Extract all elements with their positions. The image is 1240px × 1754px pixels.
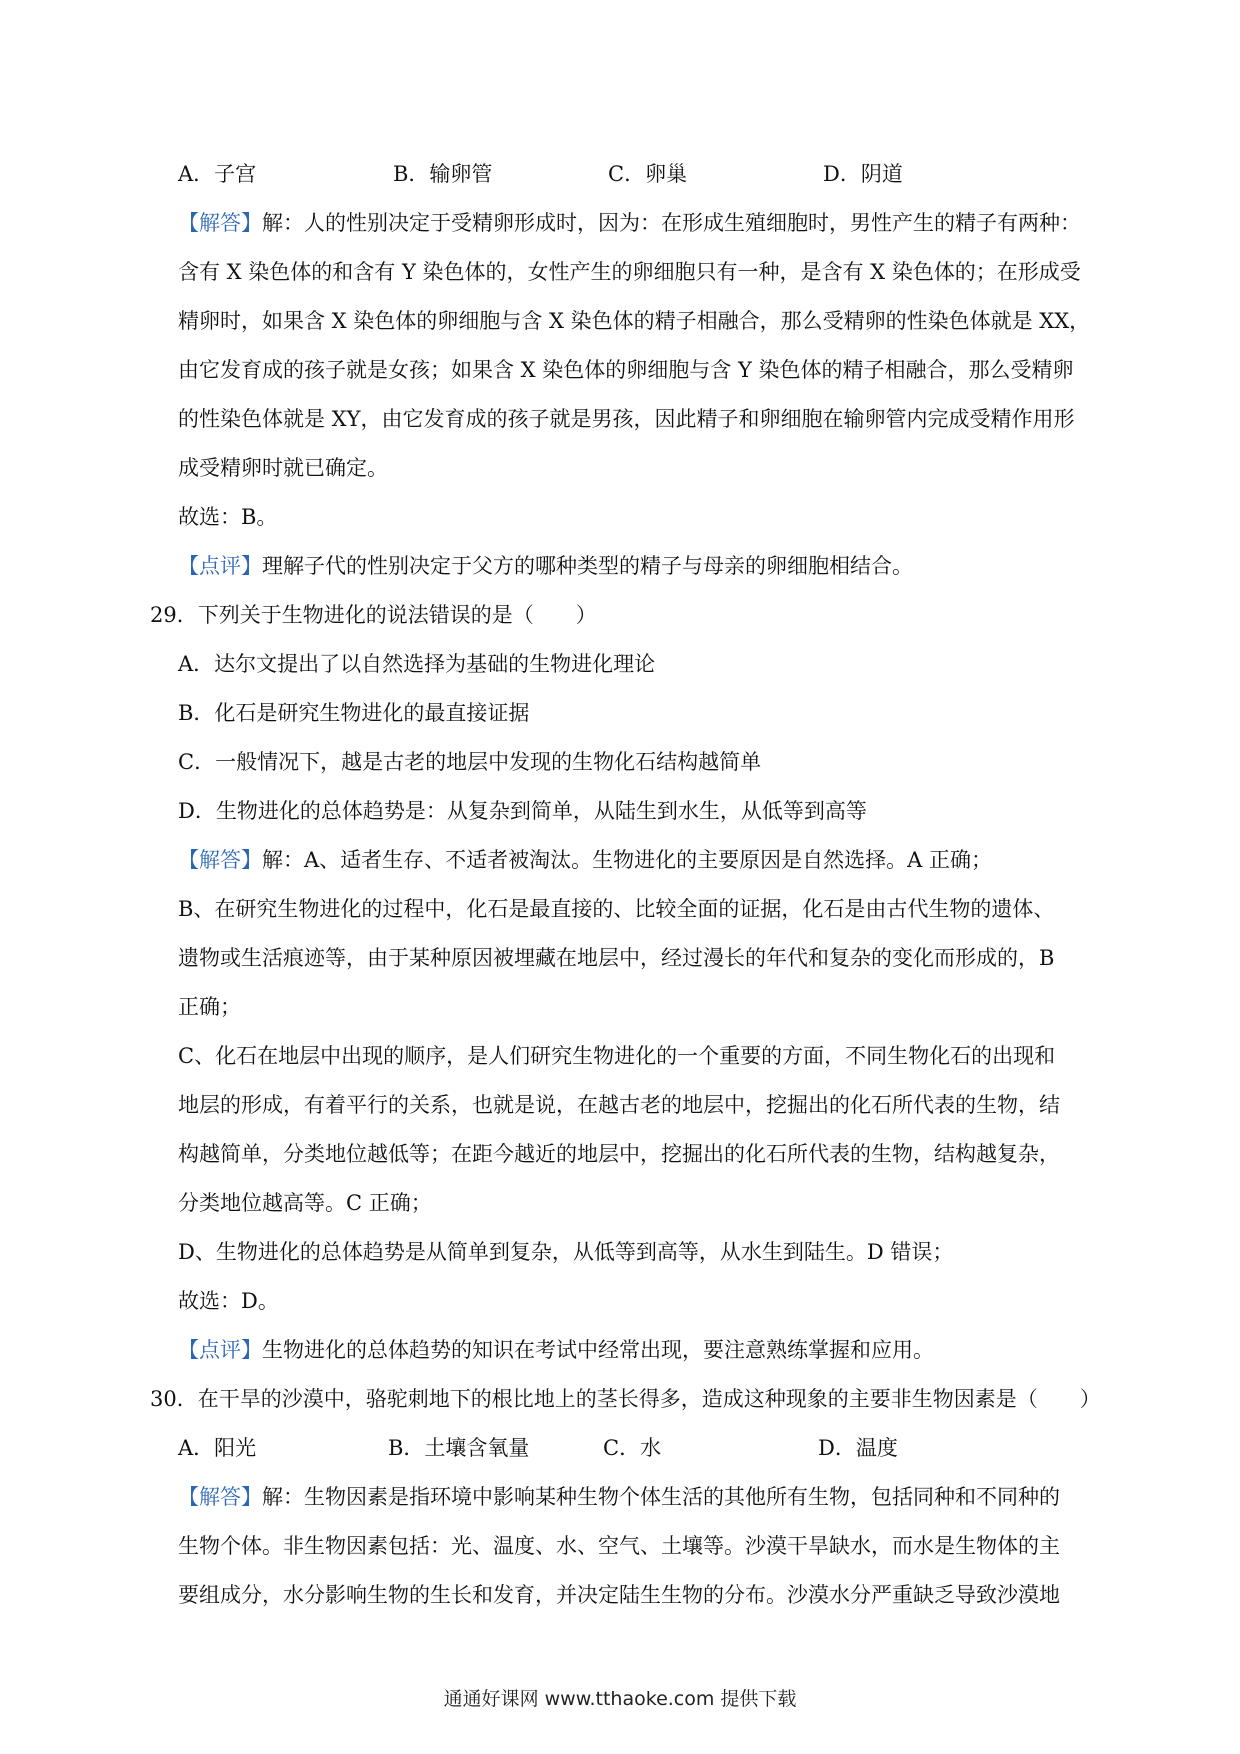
q29-answer-line-5: C、化石在地层中出现的顺序，是人们研究生物进化的一个重要的方面，不同生物化石的出现和 (178, 1044, 1056, 1068)
q29-option-a: A．达尔文提出了以自然选择为基础的生物进化理论 (178, 652, 656, 676)
q30-stem: 30．在干旱的沙漠中，骆驼刺地下的根比地上的茎长得多，造成这种现象的主要非生物因素是（ ） (150, 1387, 1101, 1411)
q28-options (178, 150, 1098, 199)
q30-answer-tag: 【解答】 (178, 1485, 262, 1509)
q29-comment-text: 生物进化的总体趋势的知识在考试中经常出现，要注意熟练掌握和应用。 (262, 1338, 934, 1362)
q28-answer-line-1 (178, 199, 1098, 248)
q30-answer-line-2: 生物个体。非生物因素包括：光、温度、水、空气、土壤等。沙漠干旱缺水，而水是生物体的主 (178, 1534, 1060, 1558)
q30-answer-line-3: 要组成分，水分影响生物的生长和发育，并决定陆生生物的分布。沙漠水分严重缺乏导致沙漠地 (178, 1583, 1060, 1607)
q28-option-d: D．阴道 (823, 162, 903, 186)
q28-answer-line-6: 成受精卵时就已确定。 (178, 456, 388, 480)
q29-answer-line-4: 正确； (178, 995, 241, 1019)
q29-answer-line-2: B、在研究生物进化的过程中，化石是最直接的、比较全面的证据，化石是由古代生物的遗体、 (178, 897, 1055, 921)
q30-option-d: D．温度 (818, 1436, 898, 1460)
q28-choice: 故选：B。 (178, 505, 278, 529)
q30-answer-line-1 (178, 1473, 1098, 1522)
page-content (150, 150, 1101, 1620)
q28-answer-line-2: 含有 X 染色体的和含有 Y 染色体的，女性产生的卵细胞只有一种，是含有 X 染色体的；在形成受 (178, 260, 1081, 284)
q30-answer-text: 解：生物因素是指环境中影响某种生物个体生活的其他所有生物，包括同种和不同种的 (262, 1485, 1060, 1509)
q28-answer-tag: 【解答】 (178, 211, 262, 235)
q29-option-d: D．生物进化的总体趋势是：从复杂到简单，从陆生到水生，从低等到高等 (178, 799, 867, 823)
q29-answer-line-3: 遗物或生活痕迹等，由于某种原因被埋藏在地层中，经过漫长的年代和复杂的变化而形成的，B (178, 946, 1055, 970)
q28-option-a: A．子宫 (178, 162, 257, 186)
q30-option-b: B．土壤含氧量 (388, 1436, 530, 1460)
q28-answer-line-5: 的性染色体就是 XY，由它发育成的孩子就是男孩，因此精子和卵细胞在输卵管内完成受精作用形 (178, 407, 1075, 431)
q29-answer-tag: 【解答】 (178, 848, 262, 872)
q28-answer-text: 解：人的性别决定于受精卵形成时，因为：在形成生殖细胞时，男性产生的精子有两种： (262, 211, 1081, 235)
q29-answer-line-9: D、生物进化的总体趋势是从简单到复杂，从低等到高等，从水生到陆生。D 错误； (178, 1240, 954, 1264)
q29-choice: 故选：D。 (178, 1289, 279, 1313)
q29-stem: 29．下列关于生物进化的说法错误的是（ ） (150, 603, 597, 627)
q29-answer-line-7: 构越简单，分类地位越低等；在距今越近的地层中，挖掘出的化石所代表的生物，结构越复杂， (178, 1142, 1060, 1166)
page-footer: 通通好课网 www.tthaoke.com 提供下载 (443, 1688, 797, 1710)
q29-answer-line-1 (178, 836, 1098, 885)
q29-answer-line-8: 分类地位越高等。C 正确； (178, 1191, 432, 1215)
q29-comment-tag: 【点评】 (178, 1338, 262, 1362)
q28-answer-line-3: 精卵时，如果含 X 染色体的卵细胞与含 X 染色体的精子相融合，那么受精卵的性染色体就是 XX， (178, 309, 1091, 333)
q30-options (178, 1424, 1098, 1473)
q28-comment (178, 542, 1098, 591)
q29-answer-text: 解：A、适者生存、不适者被淘汰。生物进化的主要原因是自然选择。A 正确； (262, 848, 993, 872)
q28-comment-text: 理解子代的性别决定于父方的哪种类型的精子与母亲的卵细胞相结合。 (262, 554, 913, 578)
q28-comment-tag: 【点评】 (178, 554, 262, 578)
q30-option-a: A．阳光 (178, 1436, 257, 1460)
q30-option-c: C．水 (603, 1436, 662, 1460)
q28-option-b: B．输卵管 (393, 162, 493, 186)
q29-comment (178, 1326, 1098, 1375)
q29-option-b: B．化石是研究生物进化的最直接证据 (178, 701, 530, 725)
q28-answer-line-4: 由它发育成的孩子就是女孩；如果含 X 染色体的卵细胞与含 Y 染色体的精子相融合，那么受精卵 (178, 358, 1074, 382)
q29-option-c: C．一般情况下，越是古老的地层中发现的生物化石结构越简单 (178, 750, 762, 774)
q28-option-c: C．卵巢 (608, 162, 688, 186)
q29-answer-line-6: 地层的形成，有着平行的关系，也就是说，在越古老的地层中，挖掘出的化石所代表的生物，结 (178, 1093, 1060, 1117)
